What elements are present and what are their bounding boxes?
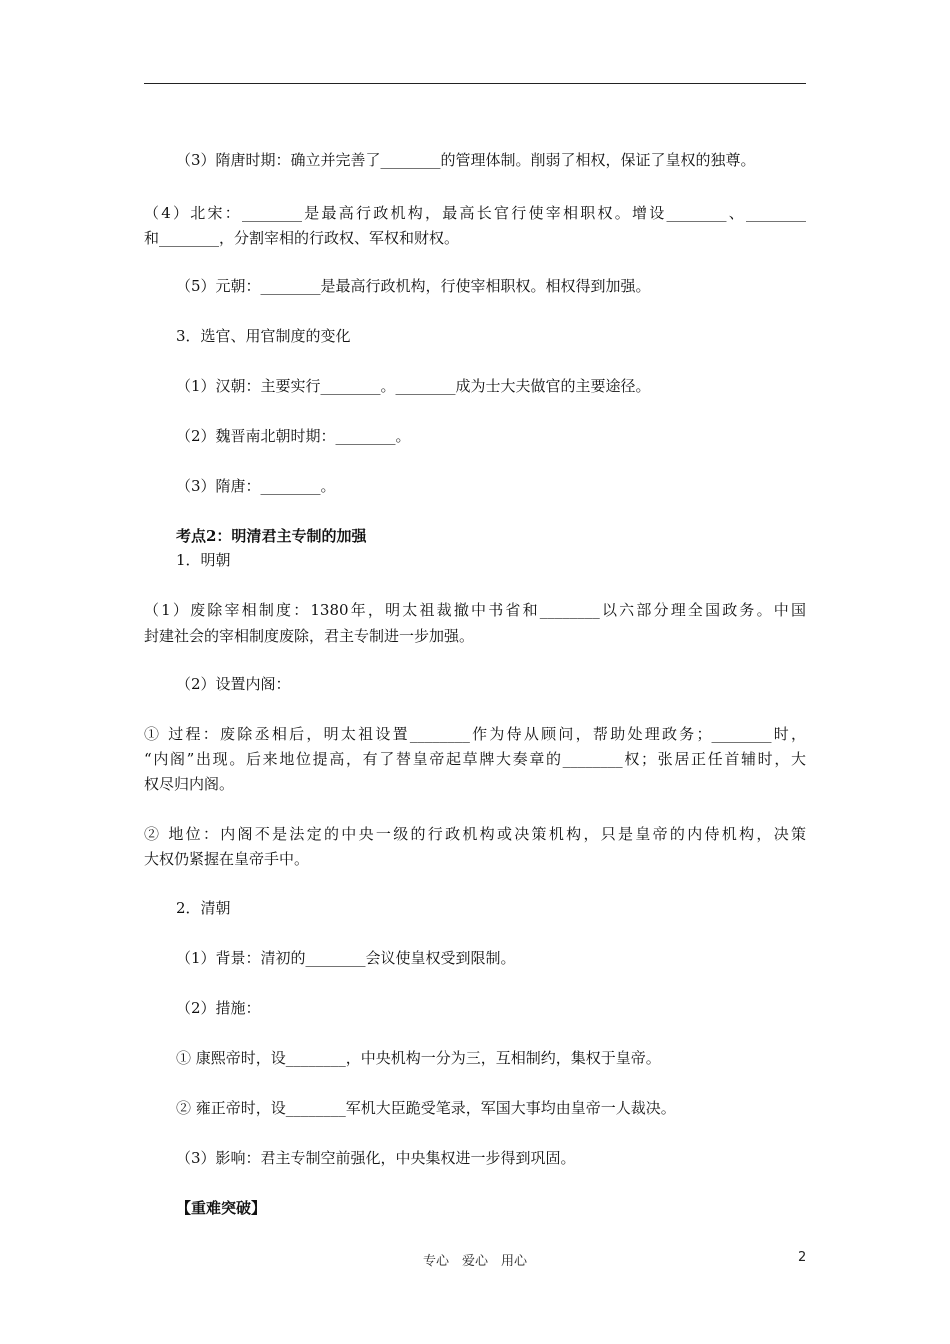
- text-line: （1）背景：清初的________会议使皇权受到限制。: [176, 949, 516, 967]
- text-line: （3）隋唐时期：确立并完善了________的管理体制。削弱了相权，保证了皇权的独尊。: [176, 151, 756, 169]
- text-line: （2）措施：: [176, 999, 261, 1017]
- text-line: （3）影响：君主专制空前强化，中央集权进一步得到巩固。: [176, 1149, 576, 1167]
- text-line: “内阁”出现。后来地位提高，有了替皇帝起草牌大奏章的________权；张居正任首辅时，大: [144, 750, 806, 768]
- text-line: 封建社会的宰相制度废除，君主专制进一步加强。: [144, 627, 475, 645]
- text-line: ② 雍正帝时，设________军机大臣跪受笔录，军国大事均由皇帝一人裁决。: [176, 1099, 676, 1117]
- section-heading: 3．选官、用官制度的变化: [176, 327, 351, 345]
- section-heading: 2．清朝: [176, 899, 231, 917]
- header-rule: [144, 83, 806, 84]
- text-line: （2）设置内阁：: [176, 675, 291, 693]
- topic-heading: 考点2：明清君主专制的加强: [176, 527, 367, 545]
- text-line: （5）元朝：________是最高行政机构，行使宰相职权。相权得到加强。: [176, 277, 651, 295]
- text-line: 权尽归内阁。: [144, 775, 235, 793]
- section-heading: 【重难突破】: [176, 1199, 267, 1217]
- text-line: ② 地位：内阁不是法定的中央一级的行政机构或决策机构，只是皇帝的内侍机构，决策: [144, 825, 806, 843]
- text-line: （4）北宋：________是最高行政机构，最高长官行使宰相职权。增设________、________: [144, 204, 806, 222]
- page-number: 2: [798, 1250, 807, 1265]
- section-heading: 1．明朝: [176, 551, 231, 569]
- text-line: （1）汉朝：主要实行________。________成为士大夫做官的主要途径。: [176, 377, 651, 395]
- page-footer: 专心 爱心 用心: [422, 1254, 527, 1269]
- text-line: （1）废除宰相制度：1380年，明太祖裁撤中书省和________以六部分理全国政务。中国: [144, 601, 806, 619]
- text-line: （2）魏晋南北朝时期：________。: [176, 427, 411, 445]
- text-line: （3）隋唐：________。: [176, 477, 336, 495]
- text-line: 大权仍紧握在皇帝手中。: [144, 850, 310, 868]
- text-line: 和________，分割宰相的行政权、军权和财权。: [144, 229, 460, 247]
- text-line: ① 康熙帝时，设________，中央机构一分为三，互相制约，集权于皇帝。: [176, 1049, 661, 1067]
- text-line: ① 过程：废除丞相后，明太祖设置________作为侍从顾问，帮助处理政务；________时，: [144, 725, 806, 743]
